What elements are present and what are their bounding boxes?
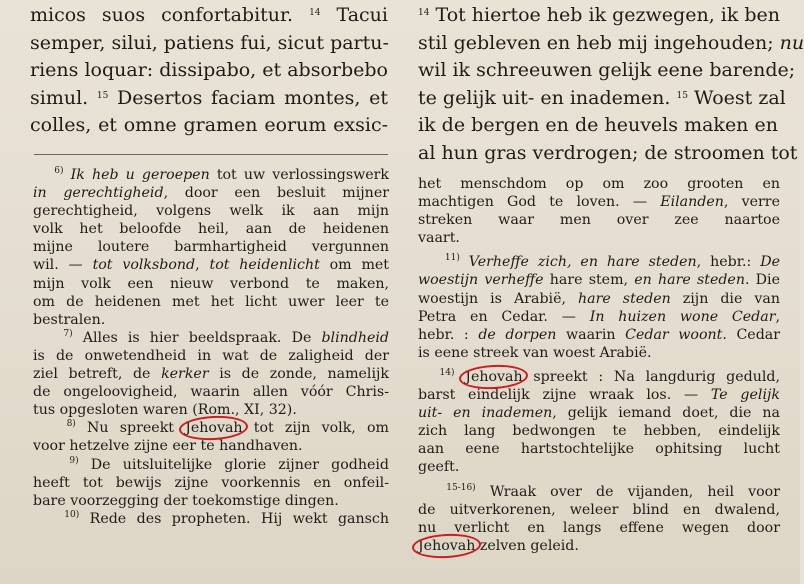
footnote-15-16: $^{15-16)}$ Wraak over de vijanden, heil voor de uitverkorenen, weleer blind en dwalend, nu verlicht en langs effene wegen door Jehovah zelven geleid. [418,482,780,554]
dutch-text-column [418,2,804,168]
footnote-number: 9) [69,455,79,466]
verse-number: 15 [676,90,688,101]
text-line: colles, et omne gramen eorum exsic- [30,114,388,137]
verse-number: 15 [96,90,109,101]
footnote-number: 15-16) [446,482,476,493]
text-line: semper, silui, patiens fui, sicut partu- [30,31,389,54]
text-line: micos suos confortabitur. $^{14}$ Tacui [30,4,388,26]
footnote-7: $^{7)}$ Alles is hier beeldspraak. De blindheid is de onwetendheid in wat de zaligheid der ziel betreft, de kerker is de zonde, namelijk de ongeloovigheid, waarin allen vóór Chris- tus opgesloten waren (Rom., XI, 32). [33,328,389,419]
footnote-number: 8) [66,419,76,430]
footnote-number: 10) [64,509,80,520]
footnote-10: $^{10)}$ Rede des propheten. Hij wekt gansch [64,509,389,527]
text-line: riens loquar: dissipabo, et absorbebo [30,59,388,82]
footnote-14: $^{14)}$ Jehovah spreekt : Na langdurig geduld, barst eindelijk zijne wraak los. — Te gelijk uit- en inademen, gelijk iemand doet, die na zich lang bedwongen te hebben, eindelijk aan eene hartstochtelijke ophitsing lucht geeft. [418,367,781,476]
footnote-11: $^{11)}$ Verheffe zich, en hare steden, hebr.: De woestijn verheffe hare stem, en hare steden. Die woestijn is Arabië, hare steden zijn die van Petra en Cedar. — In huizen wone Cedar, hebr. : de dorpen waarin Cedar woont. Cedar is eene streek van woest Arabië. [418,253,781,361]
text-line: wil ik schreeuwen gelijk eene barende; [418,59,796,82]
text-line: al hun gras verdrogen; de stroomen tot [418,141,798,164]
footnote-6: $^{6)}$ Ik heb u geroepen tot uw verlossingswerk in gerechtigheid, door een besluit mijner gerechtigheid, volgens welk ik aan mijn volk het beloofde heil, aan de heidenen mijne loutere barmhartigheid vergunnen wil. — tot volksbond, tot heidenlicht om met mijn volk een nieuw verbond te maken, om de heidenen met het licht uwer leer te bestralen. [33,166,390,328]
jehovah-circled-word: Jehovah [418,537,476,554]
text-line: te gelijk uit- en inademen. $^{15}$ Woest zal [418,86,786,109]
jehovah-circled-word: Jehovah [185,420,243,437]
verse-number: 14 [309,8,321,18]
footnote-8: $^{8)}$ Nu spreekt Jehovah tot zijn volk, om voor hetzelve zijne eer te handhaven. [33,419,390,455]
footnote-10-continued: het menschdom op om zoo grooten en machtigen God te loven. — Eilanden, verre streken waar men over zee naartoe vaart. [418,176,780,247]
footnote-number: 11) [444,253,460,264]
footnotes-left [33,166,389,528]
footnote-number: 14) [439,367,455,378]
footnote-divider [34,154,388,155]
text-line: stil gebleven en heb mij ingehouden; nu [418,31,804,54]
text-line: simul. $^{15}$ Desertos faciam montes, et [30,86,388,109]
footnote-number: 6) [54,166,64,176]
text-line: ik de bergen en de heuvels maken en [418,114,778,137]
verse-number: 14 [418,8,430,18]
jehovah-circled-word: Jehovah [465,368,523,385]
footnotes-right [418,175,780,555]
text-line: $^{14}$ Tot hiertoe heb ik gezwegen, ik ben [418,4,781,26]
footnote-9: $^{9)}$ De uitsluitelijke glorie zijner godheid heeft tot bewijs zijne voorkennis en onfeil- bare voorzegging der toekomstige dingen. [33,455,389,509]
latin-text-column [30,2,388,140]
footnote-number: 7) [63,328,73,339]
